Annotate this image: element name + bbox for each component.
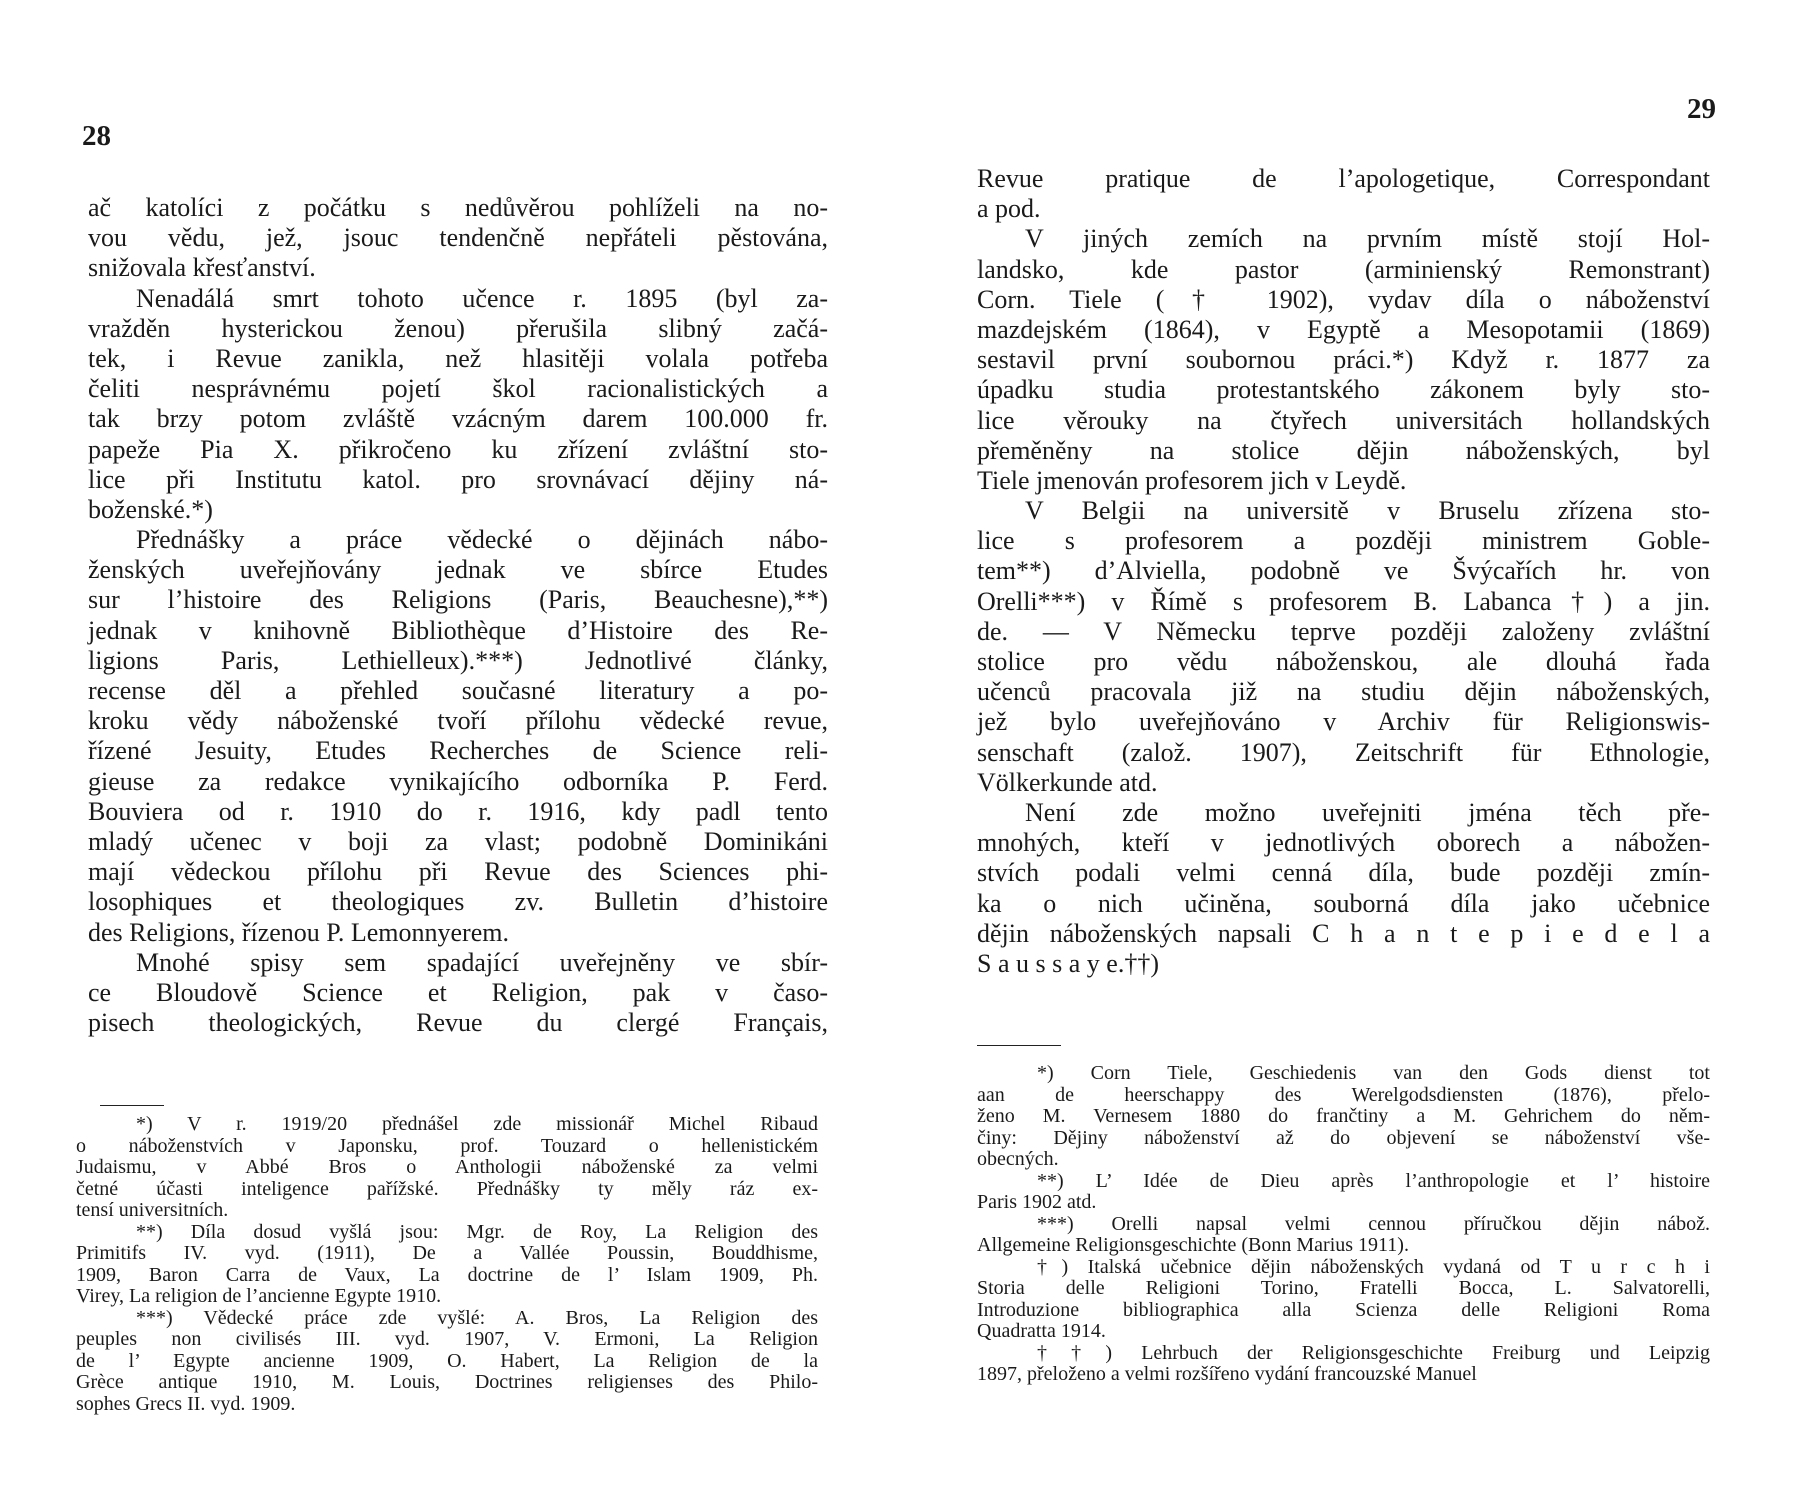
footnote-line: Grèce antique 1910, M. Louis, Doctrines religienses des Philo- — [76, 1371, 818, 1393]
footnotes — [977, 1063, 1710, 1386]
text-line: úpadku studia protestantského zákonem byly sto- — [977, 375, 1710, 405]
text-line: ač katolíci z počátku s nedůvěrou pohlíželi na no- — [88, 193, 828, 222]
text-line: boženské.*) — [88, 494, 213, 524]
text-line: V Belgii na universitě v Bruselu zřízena sto- — [1025, 496, 1710, 526]
footnote-line: **) Díla dosud vyšlá jsou: Mgr. de Roy, La Religion des — [136, 1220, 818, 1243]
text-line: vražděn hysterickou ženou) přerušila slibný začá- — [88, 313, 828, 343]
footnote-separator — [977, 1045, 1061, 1046]
footnote-line: ***) Orelli napsal velmi cennou příručkou dějin nábož. — [1037, 1212, 1710, 1235]
text-line: stvích podali velmi cenná díla, bude později zmín- — [977, 858, 1710, 888]
text-line: mají vědeckou přílohu při Revue des Sciences phi- — [88, 857, 828, 887]
footnote-line: sophes Grecs II. vyd. 1909. — [76, 1392, 296, 1415]
text-line: jež bylo uveřejňováno v Archiv für Religionswis- — [977, 707, 1710, 737]
footnote-line: Virey, La religion de l’ancienne Egypte 1910. — [76, 1285, 442, 1307]
footnote-line: ††) Lehrbuch der Religionsgeschichte Freiburg und Leipzig — [1037, 1341, 1710, 1364]
text-line: kroku vědy náboženské tvoří přílohu vědecké revue, — [88, 706, 828, 736]
text-line: Nenadálá smrt tohoto učence r. 1895 (byl za- — [136, 283, 828, 313]
footnote-line: ***) Vědecké práce zde vyšlé: A. Bros, La Religion des — [136, 1306, 818, 1329]
text-line: landsko, kde pastor (arminienský Remonstrant) — [977, 254, 1710, 284]
page-number: 29 — [1687, 93, 1716, 125]
text-line: přeměněny na stolice dějin náboženských, byl — [977, 435, 1710, 465]
footnote-line: Storia delle Religioni Torino, Fratelli Bocca, L. Salvatorelli, — [977, 1277, 1710, 1299]
text-line: ce Bloudově Science et Religion, pak v časo- — [88, 977, 828, 1007]
footnote-line: 1909, Baron Carra de Vaux, La doctrine de l’ Islam 1909, Ph. — [76, 1263, 818, 1286]
text-line: mazdejském (1864), v Egyptě a Mesopotamii (1869) — [977, 314, 1710, 344]
text-line: de. — V Německu teprve později založeny zvláštní — [977, 616, 1710, 646]
body-text — [88, 193, 828, 1038]
text-line: papeže Pia X. přikročeno ku zřízení zvláštní sto- — [88, 434, 828, 464]
footnote-line: Primitifs IV. vyd. (1911), De a Vallée Poussin, Bouddhisme, — [76, 1242, 818, 1264]
text-line: lice s profesorem a později ministrem Goble- — [977, 526, 1710, 556]
footnote-line: Judaismu, v Abbé Bros o Anthologii náboženské za velmi — [76, 1156, 818, 1178]
right-page — [897, 0, 1794, 1500]
text-line: Tiele jmenován profesorem jich v Leydě. — [977, 465, 1407, 495]
text-line: Přednášky a práce vědecké o dějinách nábo- — [136, 525, 828, 555]
footnote-line: aan de heerschappy des Werelgodsdiensten (1876), přelo- — [977, 1083, 1710, 1106]
footnote-line: 1897, přeloženo a velmi rozšířeno vydání francouzské Manuel — [977, 1363, 1477, 1385]
text-line: učenců pracovala již na studiu dějin náboženských, — [977, 677, 1710, 707]
footnote-line: **) L’ Idée de Dieu après l’anthropologie et l’ histoire — [1037, 1169, 1710, 1192]
text-line: čeliti nesprávnému pojetí škol racionalistických a — [88, 374, 828, 404]
text-line: Revue pratique de l’apologetique, Correspondant — [977, 164, 1710, 193]
text-line: tek, i Revue zanikla, než hlasitěji volala potřeba — [88, 343, 828, 373]
footnote-separator — [100, 1105, 164, 1106]
text-line: S a u s s a y e.††) — [977, 948, 1159, 978]
text-line: Mnohé spisy sem spadající uveřejněny ve sbír- — [136, 947, 828, 977]
footnote-line: de l’ Egypte ancienne 1909, O. Habert, La Religion de la — [76, 1349, 818, 1372]
text-line: sestavil první soubornou práci.*) Když r. 1877 za — [977, 345, 1710, 375]
footnote-line: činy: Dějiny náboženství až do objevení se náboženství vše- — [977, 1126, 1710, 1149]
footnote-line: Quadratta 1914. — [977, 1320, 1106, 1342]
footnote-line: tensí universitních. — [76, 1199, 229, 1221]
text-line: lice věrouky na čtyřech universitách hollandských — [977, 405, 1710, 435]
text-line: řízené Jesuity, Etudes Recherches de Science reli- — [88, 736, 828, 766]
footnote-line: Allgemeine Religionsgeschichte (Bonn Marius 1911). — [977, 1234, 1409, 1256]
footnote-line: †) Italská učebnice dějin náboženských vydaná od T u r c h i — [1037, 1255, 1710, 1278]
text-line: tak brzy potom zvláště vzácným darem 100.000 fr. — [88, 404, 828, 434]
text-line: losophiques et theologiques zv. Bulletin d’histoire — [88, 887, 828, 917]
text-line: Völkerkunde atd. — [977, 767, 1158, 797]
text-line: stolice pro vědu náboženskou, ale dlouhá řada — [977, 647, 1710, 676]
footnote-line: *) Corn Tiele, Geschiedenis van den Gods dienst tot — [1037, 1062, 1710, 1084]
footnote-line: *) V r. 1919/20 přednášel zde missionář Michel Ribaud — [136, 1113, 818, 1135]
page-number: 28 — [82, 120, 111, 152]
footnote-line: o náboženstvích v Japonsku, prof. Touzard o hellenistickém — [76, 1134, 818, 1157]
text-line: sur l’histoire des Religions (Paris, Beauchesne),**) — [88, 585, 828, 615]
text-line: Není zde možno uveřejniti jména těch pře- — [1025, 797, 1710, 827]
text-line: des Religions, řízenou P. Lemonnyerem. — [88, 917, 509, 947]
text-line: Orelli***) v Římě s profesorem B. Labanca†) a jin. — [977, 586, 1710, 616]
footnote-line: četné účasti inteligence pařížské. Přednášky ty měly ráz ex- — [76, 1177, 818, 1200]
body-text — [977, 164, 1710, 979]
footnote-line: obecných. — [977, 1148, 1059, 1170]
text-line: Corn. Tiele († 1902), vydav díla o náboženství — [977, 284, 1710, 314]
footnote-line: Paris 1902 atd. — [977, 1191, 1097, 1213]
text-line: snižovala křesťanství. — [88, 253, 316, 283]
text-line: jednak v knihovně Bibliothèque d’Histoire des Re- — [88, 615, 828, 645]
text-line: pisech theologických, Revue du clergé Français, — [88, 1008, 828, 1038]
text-line: a pod. — [977, 194, 1041, 224]
text-line: senschaft (založ. 1907), Zeitschrift für Ethnologie, — [977, 737, 1710, 767]
text-line: mladý učenec v boji za vlast; podobně Dominikáni — [88, 826, 828, 856]
text-line: lice při Institutu katol. pro srovnávací dějiny ná- — [88, 464, 828, 494]
text-line: gieuse za redakce vynikajícího odborníka P. Ferd. — [88, 766, 828, 796]
footnote-line: peuples non civilisés III. vyd. 1907, V. Ermoni, La Religion — [76, 1328, 818, 1350]
text-line: ženských uveřejňovány jednak ve sbírce Etudes — [88, 555, 828, 585]
footnote-line: Introduzione bibliographica alla Scienza delle Religioni Roma — [977, 1298, 1710, 1321]
text-line: tem**) d’Alviella, podobně ve Švýcařích hr. von — [977, 556, 1710, 586]
text-line: mnohých, kteří v jednotlivých oborech a nábožen- — [977, 828, 1710, 858]
text-line: recense děl a přehled současné literatury a po- — [88, 676, 828, 705]
text-line: Bouviera od r. 1910 do r. 1916, kdy padl tento — [88, 796, 828, 826]
text-line: V jiných zemích na prvním místě stojí Hol- — [1025, 224, 1710, 254]
footnotes — [76, 1114, 818, 1415]
text-line: ka o nich učiněna, souborná díla jako učebnice — [977, 888, 1710, 918]
footnote-line: ženo M. Vernesem 1880 do frančtiny a M. Gehrichem do něm- — [977, 1105, 1710, 1127]
text-line: dějin náboženských napsali C h a n t e p i e d e l a — [977, 918, 1710, 948]
text-line: vou vědu, jež, jsouc tendenčně nepřáteli pěstována, — [88, 223, 828, 253]
text-line: ligions Paris, Lethielleux).***) Jednotlivé články, — [88, 645, 828, 675]
